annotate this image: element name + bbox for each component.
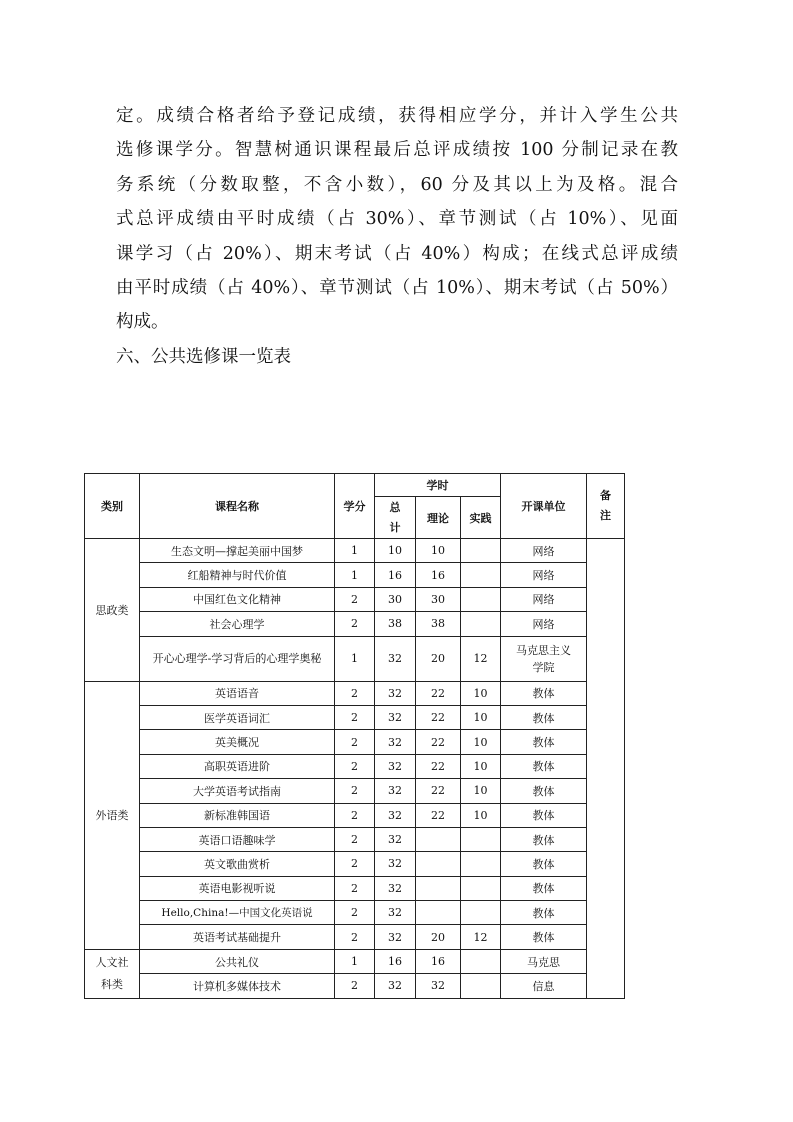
course-name: 英语语音 [140, 681, 335, 705]
unit-cell: 教体 [501, 901, 587, 925]
total-hours-cell: 38 [375, 612, 416, 636]
paragraph-line: 由平时成绩（占 40%）、章节测试（占 10%）、期末考试（占 50%） [116, 278, 678, 299]
paragraph-line: 式总评成绩由平时成绩（占 30%）、章节测试（占 10%）、见面 [116, 209, 678, 230]
credits-cell: 2 [335, 925, 375, 949]
unit-cell: 网络 [501, 612, 587, 636]
practice-hours-cell [461, 876, 501, 900]
practice-hours-cell [461, 587, 501, 611]
practice-hours-cell [461, 539, 501, 563]
practice-hours-cell: 10 [461, 754, 501, 778]
credits-cell: 2 [335, 974, 375, 998]
course-name: 英语电影视听说 [140, 876, 335, 900]
total-hours-cell: 32 [375, 925, 416, 949]
credits-cell: 2 [335, 730, 375, 754]
course-name: 生态文明—撑起美丽中国梦 [140, 539, 335, 563]
paragraph-line: 构成。 [116, 312, 169, 333]
paragraph-line: 课学习（占 20%）、期末考试（占 40%）构成；在线式总评成绩 [116, 243, 678, 264]
total-hours-cell: 32 [375, 754, 416, 778]
course-name: 英文歌曲赏析 [140, 852, 335, 876]
course-table [84, 473, 625, 999]
credits-cell: 2 [335, 681, 375, 705]
theory-hours-cell: 32 [416, 974, 461, 998]
practice-hours-cell [461, 612, 501, 636]
theory-hours-cell: 22 [416, 779, 461, 803]
total-hours-cell: 32 [375, 779, 416, 803]
credits-cell: 1 [335, 563, 375, 587]
unit-cell: 教体 [501, 925, 587, 949]
course-name: 红船精神与时代价值 [140, 563, 335, 587]
credits-cell: 2 [335, 779, 375, 803]
course-name: 公共礼仪 [140, 949, 335, 973]
course-name: 社会心理学 [140, 612, 335, 636]
practice-hours-cell [461, 827, 501, 851]
remarks-cell [587, 539, 625, 999]
unit-cell: 网络 [501, 587, 587, 611]
paragraph-line: 定。成绩合格者给予登记成绩，获得相应学分，并计入学生公共 [116, 106, 678, 126]
credits-cell: 2 [335, 587, 375, 611]
theory-hours-cell: 20 [416, 925, 461, 949]
total-hours-cell: 16 [375, 949, 416, 973]
total-hours-cell: 32 [375, 636, 416, 681]
credits-cell: 2 [335, 852, 375, 876]
course-name: 高职英语进阶 [140, 754, 335, 778]
practice-hours-cell [461, 974, 501, 998]
course-name: 计算机多媒体技术 [140, 974, 335, 998]
theory-hours-cell: 16 [416, 949, 461, 973]
total-hours-cell: 32 [375, 876, 416, 900]
header-total: 总计 [375, 497, 416, 539]
theory-hours-cell: 20 [416, 636, 461, 681]
course-name: 大学英语考试指南 [140, 779, 335, 803]
theory-hours-cell: 22 [416, 754, 461, 778]
header-unit: 开课单位 [501, 474, 587, 539]
total-hours-cell: 32 [375, 901, 416, 925]
practice-hours-cell: 10 [461, 705, 501, 729]
credits-cell: 2 [335, 612, 375, 636]
total-hours-cell: 10 [375, 539, 416, 563]
course-name: 中国红色文化精神 [140, 587, 335, 611]
total-hours-cell: 30 [375, 587, 416, 611]
credits-cell: 1 [335, 539, 375, 563]
course-name: 英美概况 [140, 730, 335, 754]
theory-hours-cell: 22 [416, 705, 461, 729]
total-hours-cell: 32 [375, 730, 416, 754]
practice-hours-cell: 12 [461, 925, 501, 949]
practice-hours-cell [461, 563, 501, 587]
practice-hours-cell [461, 852, 501, 876]
credits-cell: 2 [335, 705, 375, 729]
unit-cell: 教体 [501, 852, 587, 876]
course-name: 医学英语词汇 [140, 705, 335, 729]
theory-hours-cell: 22 [416, 730, 461, 754]
course-name: 英语口语趣味学 [140, 827, 335, 851]
practice-hours-cell: 12 [461, 636, 501, 681]
theory-hours-cell [416, 901, 461, 925]
total-hours-cell: 32 [375, 974, 416, 998]
header-credits: 学分 [335, 474, 375, 539]
total-hours-cell: 32 [375, 681, 416, 705]
credits-cell: 2 [335, 876, 375, 900]
credits-cell: 2 [335, 803, 375, 827]
practice-hours-cell: 10 [461, 803, 501, 827]
unit-cell: 教体 [501, 779, 587, 803]
credits-cell: 2 [335, 754, 375, 778]
header-theory: 理论 [416, 497, 461, 539]
header-practice: 实践 [461, 497, 501, 539]
course-name: 英语考试基础提升 [140, 925, 335, 949]
header-category: 类别 [85, 474, 140, 539]
header-course-name: 课程名称 [140, 474, 335, 539]
header-hours: 学时 [375, 474, 501, 497]
credits-cell: 2 [335, 901, 375, 925]
credits-cell: 1 [335, 636, 375, 681]
unit-cell: 教体 [501, 803, 587, 827]
theory-hours-cell: 22 [416, 681, 461, 705]
total-hours-cell: 32 [375, 705, 416, 729]
header-remarks: 备注 [587, 474, 625, 539]
theory-hours-cell [416, 827, 461, 851]
theory-hours-cell [416, 876, 461, 900]
paragraph-line: 务系统（分数取整，不含小数），60 分及其以上为及格。混合 [116, 174, 678, 195]
category-cell: 外语类 [85, 681, 140, 949]
unit-cell: 马克思 [501, 949, 587, 973]
theory-hours-cell: 22 [416, 803, 461, 827]
practice-hours-cell: 10 [461, 779, 501, 803]
total-hours-cell: 16 [375, 563, 416, 587]
practice-hours-cell [461, 901, 501, 925]
total-hours-cell: 32 [375, 852, 416, 876]
unit-cell: 网络 [501, 539, 587, 563]
credits-cell: 2 [335, 827, 375, 851]
category-cell: 思政类 [85, 539, 140, 682]
unit-cell: 教体 [501, 754, 587, 778]
unit-cell: 教体 [501, 876, 587, 900]
theory-hours-cell: 10 [416, 539, 461, 563]
course-name: 新标准韩国语 [140, 803, 335, 827]
theory-hours-cell [416, 852, 461, 876]
credits-cell: 1 [335, 949, 375, 973]
theory-hours-cell: 38 [416, 612, 461, 636]
practice-hours-cell: 10 [461, 681, 501, 705]
unit-cell: 马克思主义学院 [501, 636, 587, 681]
unit-cell: 教体 [501, 705, 587, 729]
theory-hours-cell: 30 [416, 587, 461, 611]
unit-cell: 教体 [501, 681, 587, 705]
paragraph-line: 选修课学分。智慧树通识课程最后总评成绩按 100 分制记录在教 [116, 140, 678, 161]
section-heading: 六、公共选修课一览表 [116, 347, 291, 367]
course-name: Hello,China!—中国文化英语说 [140, 901, 335, 925]
body-paragraph [116, 99, 678, 340]
practice-hours-cell: 10 [461, 730, 501, 754]
theory-hours-cell: 16 [416, 563, 461, 587]
course-name: 开心心理学-学习背后的心理学奥秘 [140, 636, 335, 681]
category-cell: 人文社科类 [85, 949, 140, 998]
practice-hours-cell [461, 949, 501, 973]
unit-cell: 信息 [501, 974, 587, 998]
total-hours-cell: 32 [375, 827, 416, 851]
unit-cell: 教体 [501, 730, 587, 754]
total-hours-cell: 32 [375, 803, 416, 827]
unit-cell: 教体 [501, 827, 587, 851]
unit-cell: 网络 [501, 563, 587, 587]
